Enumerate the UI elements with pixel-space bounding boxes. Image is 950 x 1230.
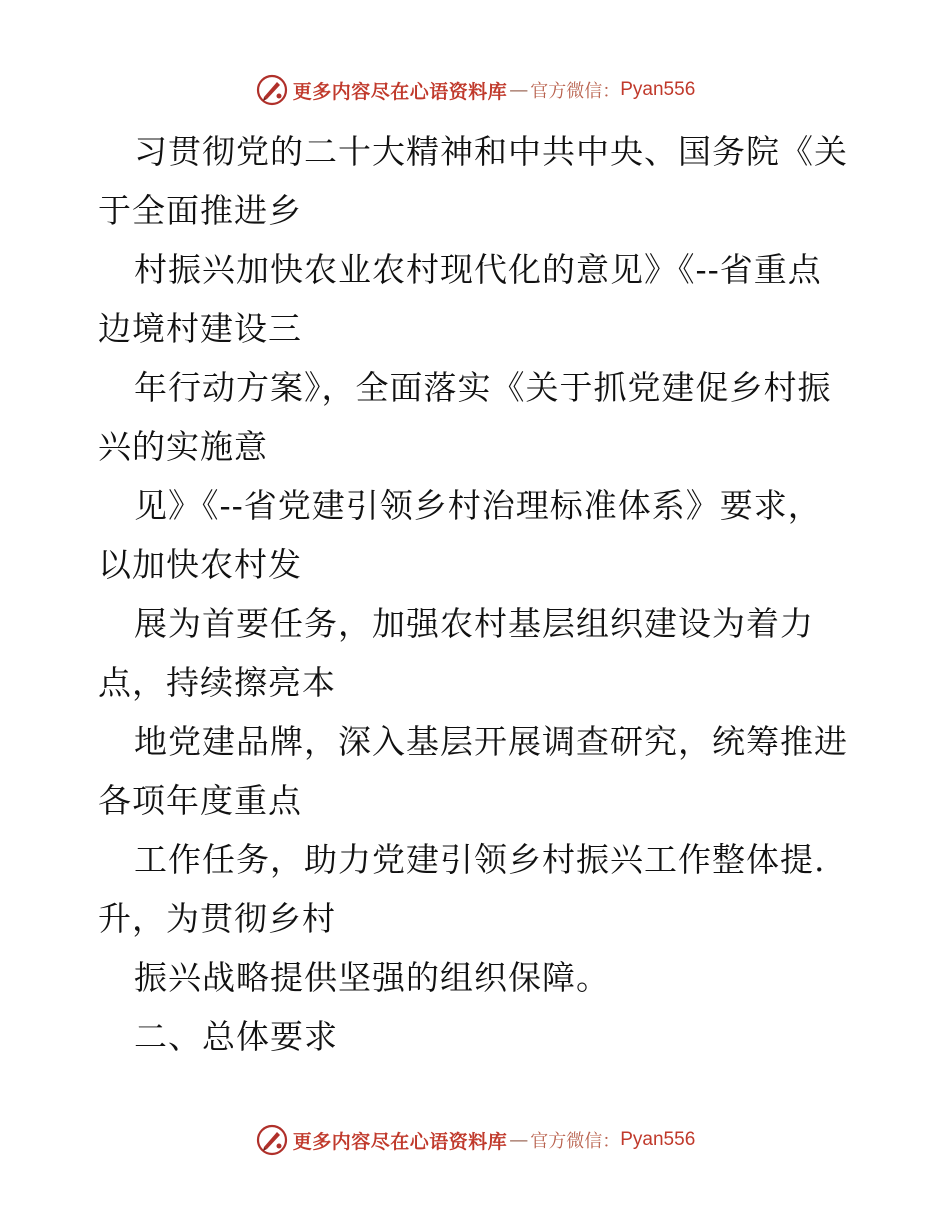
text-line: 年行动方案》，全面落实《关于抓党建促乡村振 xyxy=(134,368,832,407)
text-line: 各项年度重点 xyxy=(98,781,302,820)
watermark-main-text: 更多内容尽在心语资料库 xyxy=(292,80,508,103)
text-line: 振兴战略提供坚强的组织保障。 xyxy=(134,958,610,997)
text-line: 边境村建设三 xyxy=(98,309,302,348)
text-line: 见》《--省党建引领乡村治理标准体系》要求， xyxy=(134,486,822,525)
text-line: 习贯彻党的二十大精神和中共中央、国务院《关 xyxy=(134,132,848,171)
pen-logo-icon xyxy=(255,73,289,107)
watermark-dash: — xyxy=(509,79,529,101)
text-line: 于全面推进乡 xyxy=(98,191,302,230)
header-watermark xyxy=(0,70,950,110)
watermark-wechat-id: Pyan556 xyxy=(620,1129,696,1150)
text-line: 升，为贯彻乡村 xyxy=(98,899,336,938)
watermark-wechat-id: Pyan556 xyxy=(620,79,696,100)
text-line: 展为首要任务，加强农村基层组织建设为着力 xyxy=(134,604,814,643)
text-line: 工作任务，助力党建引领乡村振兴工作整体提. xyxy=(134,840,826,879)
watermark-wechat-label: 官方微信： xyxy=(530,81,621,102)
document-body xyxy=(98,122,868,1066)
watermark-dash: — xyxy=(509,1129,529,1151)
text-line: 以加快农村发 xyxy=(98,545,302,584)
pen-logo-icon xyxy=(255,1123,289,1157)
watermark-wechat-label: 官方微信： xyxy=(530,1131,621,1152)
text-line: 兴的实施意 xyxy=(98,427,268,466)
text-line: 地党建品牌，深入基层开展调查研究，统筹推进 xyxy=(134,722,848,761)
section-heading: 二、总体要求 xyxy=(134,1017,338,1056)
watermark-main-text: 更多内容尽在心语资料库 xyxy=(292,1130,508,1153)
text-line: 点，持续擦亮本 xyxy=(98,663,336,702)
footer-watermark xyxy=(0,1120,950,1160)
text-line: 村振兴加快农业农村现代化的意见》《--省重点 xyxy=(134,250,822,289)
